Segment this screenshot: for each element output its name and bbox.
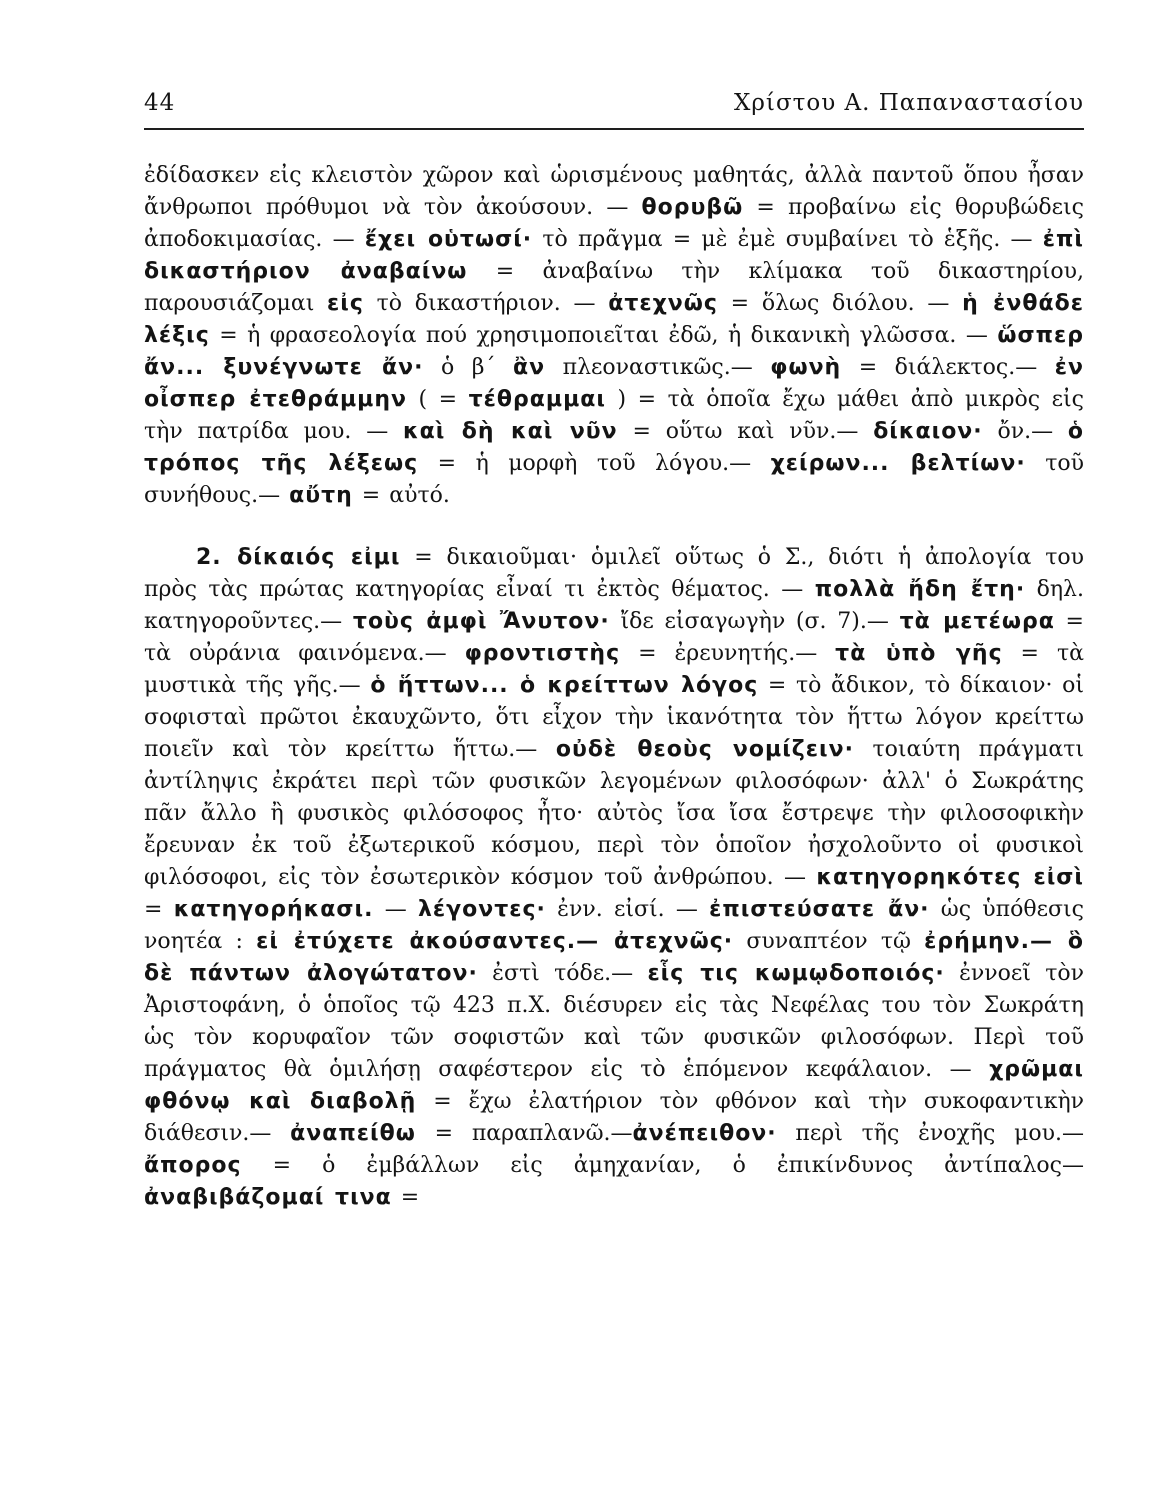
page-number: 44 [144,90,176,116]
lemma-term: κατηγορήκασι. [173,897,374,922]
lemma-term: ἀναβιβάζομαί τινα [144,1185,392,1210]
commentary-text: ὡς ὑπόθεσις νοητέα : [144,897,1084,954]
lemma-term: ἐπὶ δικαστήριον ἀναβαίνω [144,227,1084,284]
commentary-text: = τὸ ἄδικον, τὸ δίκαιον· οἱ σοφισταὶ πρῶτοι ἐκαυχῶντο, ὅτι εἶχον τὴν ἱκανότητα τὸν ἥττω λόγον κρείττω ποιεῖν καὶ τὸν κρείττω ἥττω.— [144,673,1085,762]
lemma-term: 2. δίκαιός εἰμι [196,545,401,570]
lemma-term: ἐν οἶσπερ ἐτεθράμμην [144,355,1084,412]
commentary-text: τοιαύτη πράγματι ἀντίληψις ἐκράτει περὶ τῶν φυσικῶν λεγομένων φιλοσόφων· ἀλλ' ὁ Σωκράτης πᾶν ἄλλο ἢ φυσικὸς φιλόσοφος ἦτο· αὐτὸς ἴσα ἴσα ἔστρεψε τὴν φιλοσοφικὴν ἔρευναν ἐκ τοῦ ἐξωτερικοῦ κόσμου, περὶ τὸν ὁποῖον ἠσχολοῦντο οἱ φυσικοὶ φιλόσοφοι, εἰς τὸν ἐσωτερικὸν κόσμον τοῦ ἀνθρώπου. — [144,737,1084,890]
lemma-term: τὰ μετέωρα [899,609,1055,634]
commentary-text: ἐννοεῖ τὸν Ἀριστοφάνη, ὁ ὁποῖος τῷ 423 π.Χ. διέσυρεν εἰς τὰς Νεφέλας του τὸν Σωκράτη ὡς τὸν κορυφαῖον τῶν σοφιστῶν καὶ τῶν φυσικῶν φιλοσόφων. Περὶ τοῦ πράγματος θὰ ὁμιλήσῃ σαφέστερον εἰς τὸ ἑπόμενον κεφάλαιον. — [144,961,1084,1082]
commentary-text: = ἀναβαίνω τὴν κλίμακα τοῦ δικαστηρίου, παρουσιάζομαι [144,259,1085,316]
commentary-text: = ὁ ἐμβάλλων εἰς ἀμηχανίαν, ὁ ἐπικίνδυνος ἀντίπαλος— [241,1153,1084,1178]
lemma-term: ἀτεχνῶς [608,291,718,316]
lemma-term: ἐρήμην.— ὃ δὲ πάντων ἀλογώτατον· [144,929,1085,986]
commentary-text: = δικαιοῦμαι· ὁμιλεῖ οὕτως ὁ Σ., διότι ἡ ἀπολογία του πρὸς τὰς πρώτας κατηγορίας εἶναί τι ἐκτὸς θέματος. — [144,545,1084,602]
commentary-text: = διάλεκτος.— [841,355,1055,380]
lemma-term: ἀναπείθω [290,1121,416,1146]
lemma-term: ἔχει οὑτωσί· [364,227,533,252]
commentary-text: ἐνν. εἰσί. — [545,897,710,922]
lemma-term: καὶ δὴ καὶ νῦν [403,419,618,444]
commentary-text: = τὰ μυστικὰ τῆς γῆς.— [144,641,1084,698]
commentary-text: — [373,897,418,922]
lemma-term: ὁ ἥττων... ὁ κρείττων λόγος [370,673,759,698]
commentary-text: τὸ δικαστήριον. — [363,291,609,316]
commentary-text: = αὐτό. [352,483,450,508]
commentary-text: ὄν.— [982,419,1068,444]
commentary-text: = προβαίνω εἰς θορυβώδεις ἀποδοκιμασίας. — [144,195,1084,252]
commentary-text: ( = [406,387,469,412]
lemma-term: ἀνέπειθον· [632,1121,777,1146]
lemma-term: εἰς [327,291,364,316]
lemma-term: ἄπορος [144,1153,242,1178]
running-title: Χρίστου Α. Παπαναστασίου [734,90,1084,116]
commentary-text: τὸ πρᾶγμα = μὲ ἐμὲ συμβαίνει τὸ ἑξῆς. — [532,227,1043,252]
commentary-text: ἐδίδασκεν εἰς κλειστὸν χῶρον καὶ ὡρισμένους μαθητάς, ἀλλὰ παντοῦ ὅπου ἦσαν ἄνθρωποι πρόθυμοι νὰ τὸν ἀκούσουν. — [144,163,1084,220]
commentary-text: συναπτέον τῷ [733,929,925,954]
lemma-term: τοὺς ἀμφὶ Ἄνυτον· [352,609,610,634]
lemma-term: χρῶμαι φθόνῳ καὶ διαβολῇ [144,1057,1084,1114]
lemma-term: θορυβῶ [641,195,744,220]
commentary-text: = [391,1185,420,1210]
commentary-text: ἐστὶ τόδε.— [477,961,648,986]
lemma-term: χείρων... βελτίων· [770,451,1026,476]
lemma-term: ἡ ἐνθάδε λέξις [144,291,1084,348]
lemma-term: λέγοντες· [417,897,546,922]
lemma-term: δίκαιον· [873,419,983,444]
commentary-text: πλεοναστικῶς.— [545,355,771,380]
lemma-term: κατηγορηκότες εἰσὶ [816,865,1084,890]
header-rule [144,128,1084,130]
commentary-text: = ἐρευνητής.— [620,641,836,666]
commentary-text: ἴδε εἰσαγωγὴν (σ. 7).— [609,609,900,634]
lemma-term: ἂν [512,355,546,380]
commentary-text: = ἡ φρασεολογία πού χρησιμοποιεῖται ἐδῶ, ἡ δικανικὴ γλῶσσα. — [209,323,998,348]
page-body [144,160,1084,1214]
lemma-term: φωνὴ [770,355,842,380]
lemma-term: τέθραμμαι [468,387,606,412]
commentary-text: = τὰ οὐράνια φαινόμενα.— [144,609,1084,666]
commentary-text: = ἔχω ἐλατήριον τὸν φθόνον καὶ τὴν συκοφαντικὴν διάθεσιν.— [144,1089,1084,1146]
lemma-term: εἷς τις κωμῳδοποιός· [647,961,945,986]
commentary-text: = ὅλως διόλου. — [717,291,963,316]
lemma-term: πολλὰ ἤδη ἔτη· [814,577,1026,602]
paragraph-2 [144,542,1084,1214]
commentary-text: = οὕτω καὶ νῦν.— [617,419,874,444]
commentary-text: = παραπλανῶ.— [415,1121,633,1146]
lemma-term: φροντιστὴς [464,641,621,666]
lemma-term: εἰ ἐτύχετε ἀκούσαντες.— ἀτεχνῶς· [256,929,734,954]
lemma-term: αὔτη [289,483,353,508]
lemma-term: οὐδὲ θεοὺς νομίζειν· [555,737,854,762]
commentary-text: = ἡ μορφὴ τοῦ λόγου.— [418,451,771,476]
commentary-text: τοῦ συνήθους.— [144,451,1084,508]
lemma-term: τὰ ὑπὸ γῆς [835,641,1003,666]
lemma-term: ὥσπερ ἄν... ξυνέγνωτε ἄν· [144,323,1084,380]
lemma-term: ὁ τρόπος τῆς λέξεως [144,419,1084,476]
commentary-text: ) = τὰ ὁποῖα ἔχω μάθει ἀπὸ μικρὸς εἰς τὴν πατρίδα μου. — [144,387,1084,444]
commentary-text: ὁ β΄ [423,355,513,380]
commentary-text: περὶ τῆς ἐνοχῆς μου.— [776,1121,1085,1146]
commentary-text: = [144,897,174,922]
running-header [144,90,1084,116]
commentary-text: δηλ. κατηγοροῦντες.— [144,577,1084,634]
lemma-term: ἐπιστεύσατε ἄν· [709,897,930,922]
paragraph-1 [144,160,1084,512]
